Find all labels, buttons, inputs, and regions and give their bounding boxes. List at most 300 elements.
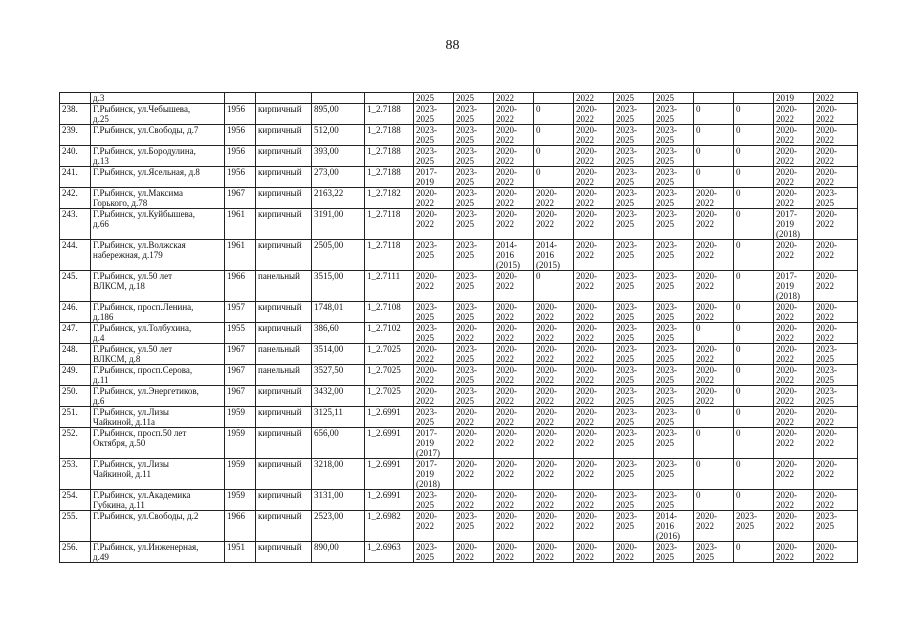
cell-period-5: 2020- 2022: [574, 146, 614, 167]
cell-area: 273,00: [312, 167, 365, 188]
cell-period-1: 2020- 2022: [414, 365, 454, 386]
cell-period-5: 2020- 2022: [574, 459, 614, 490]
cell-period-2: 2023- 2025: [454, 240, 494, 271]
cell-period-3: 2020- 2022: [494, 542, 534, 563]
cell-wall-material: кирпичный: [256, 428, 312, 459]
cell-period-3: 2020- 2022: [494, 407, 534, 428]
cell-cadastral-code: 1_2.7102: [365, 323, 414, 344]
table-body: [60, 93, 858, 563]
cell-period-3: 2020- 2022: [494, 386, 534, 407]
cell-period-11: 2020- 2022: [814, 323, 858, 344]
cell-period-4: 2020- 2022: [534, 302, 574, 323]
cell-period-8: 0: [694, 146, 734, 167]
cell-period-5: 2020- 2022: [574, 428, 614, 459]
cell-period-4: [534, 93, 574, 104]
cell-period-10: 2020- 2022: [774, 511, 814, 542]
cell-period-3: 2020- 2022: [494, 323, 534, 344]
cell-period-9: 0: [734, 167, 774, 188]
cell-period-2: 2023- 2025: [454, 188, 494, 209]
cell-period-3: 2020- 2022: [494, 146, 534, 167]
cell-period-4: 0: [534, 125, 574, 146]
cell-row-number: 243.: [60, 209, 91, 240]
cell-period-6: 2023- 2025: [614, 167, 654, 188]
cell-period-7: 2023- 2025: [654, 209, 694, 240]
cell-period-4: 0: [534, 271, 574, 302]
cell-address: Г.Рыбинск, ул.Свободы, д.2: [91, 511, 225, 542]
cell-period-6: 2023- 2025: [614, 188, 654, 209]
cell-period-9: 0: [734, 323, 774, 344]
cell-cadastral-code: 1_2.7188: [365, 146, 414, 167]
cell-cadastral-code: 1_2.7118: [365, 209, 414, 240]
cell-period-6: 2023- 2025: [614, 407, 654, 428]
cell-cadastral-code: [365, 93, 414, 104]
cell-cadastral-code: 1_2.7188: [365, 104, 414, 125]
cell-wall-material: кирпичный: [256, 386, 312, 407]
cell-cadastral-code: 1_2.7025: [365, 365, 414, 386]
cell-row-number: 251.: [60, 407, 91, 428]
cell-period-8: 2020- 2022: [694, 386, 734, 407]
cell-period-1: 2017- 2019: [414, 167, 454, 188]
cell-period-7: 2023- 2025: [654, 386, 694, 407]
cell-period-10: 2020- 2022: [774, 146, 814, 167]
cell-cadastral-code: 1_2.7111: [365, 271, 414, 302]
cell-address: Г.Рыбинск, ул.Свободы, д.7: [91, 125, 225, 146]
cell-build-year: 1956: [225, 167, 256, 188]
cell-period-11: 2020- 2022: [814, 407, 858, 428]
cell-address: Г.Рыбинск, ул.Лизы Чайкиной, д.11: [91, 459, 225, 490]
cell-period-7: 2023- 2025: [654, 271, 694, 302]
cell-period-5: 2022: [574, 93, 614, 104]
cell-cadastral-code: 1_2.7118: [365, 240, 414, 271]
cell-row-number: 253.: [60, 459, 91, 490]
cell-address: Г.Рыбинск, ул.Толбухина, д.4: [91, 323, 225, 344]
table-row: [60, 302, 858, 323]
cell-period-11: 2023- 2025: [814, 511, 858, 542]
cell-cadastral-code: 1_2.7188: [365, 167, 414, 188]
cell-wall-material: кирпичный: [256, 104, 312, 125]
cell-row-number: 247.: [60, 323, 91, 344]
cell-period-5: 2020- 2022: [574, 209, 614, 240]
cell-period-11: 2020- 2022: [814, 125, 858, 146]
cell-period-7: 2023- 2025: [654, 459, 694, 490]
cell-period-10: 2020- 2022: [774, 542, 814, 563]
cell-period-5: 2020- 2022: [574, 188, 614, 209]
cell-period-3: 2020- 2022: [494, 511, 534, 542]
cell-period-11: 2023- 2025: [814, 188, 858, 209]
table-row: [60, 209, 858, 240]
cell-period-8: 2020- 2022: [694, 240, 734, 271]
cell-period-11: 2020- 2022: [814, 167, 858, 188]
cell-period-9: 0: [734, 428, 774, 459]
cell-period-9: 0: [734, 459, 774, 490]
cell-cadastral-code: 1_2.6991: [365, 428, 414, 459]
cell-area: 2505,00: [312, 240, 365, 271]
cell-period-3: 2020- 2022: [494, 459, 534, 490]
cell-period-10: 2020- 2022: [774, 302, 814, 323]
cell-period-9: 0: [734, 386, 774, 407]
cell-period-8: 2020- 2022: [694, 302, 734, 323]
cell-area: 3131,00: [312, 490, 365, 511]
cell-period-7: 2023- 2025: [654, 490, 694, 511]
cell-period-1: 2020- 2022: [414, 188, 454, 209]
table-row: [60, 459, 858, 490]
cell-cadastral-code: 1_2.6991: [365, 490, 414, 511]
cell-period-4: 2020- 2022: [534, 459, 574, 490]
cell-cadastral-code: 1_2.7025: [365, 386, 414, 407]
cell-period-5: 2020- 2022: [574, 323, 614, 344]
cell-area: 1748,01: [312, 302, 365, 323]
cell-address: Г.Рыбинск, ул.Академика Губкина, д.11: [91, 490, 225, 511]
cell-period-9: 0: [734, 188, 774, 209]
cell-period-5: 2020- 2022: [574, 104, 614, 125]
cell-period-1: 2023- 2025: [414, 302, 454, 323]
cell-cadastral-code: 1_2.7182: [365, 188, 414, 209]
cell-build-year: 1957: [225, 302, 256, 323]
cell-build-year: 1966: [225, 271, 256, 302]
cell-period-6: 2023- 2025: [614, 386, 654, 407]
cell-period-5: 2020- 2022: [574, 490, 614, 511]
cell-area: 3191,00: [312, 209, 365, 240]
cell-wall-material: панельный: [256, 365, 312, 386]
cell-period-8: 2020- 2022: [694, 271, 734, 302]
cell-build-year: 1956: [225, 104, 256, 125]
cell-row-number: 245.: [60, 271, 91, 302]
cell-address: Г.Рыбинск, ул.50 лет ВЛКСМ, д.18: [91, 271, 225, 302]
cell-build-year: 1959: [225, 407, 256, 428]
cell-build-year: [225, 93, 256, 104]
cell-area: 386,60: [312, 323, 365, 344]
cell-period-8: 0: [694, 407, 734, 428]
cell-period-7: 2023- 2025: [654, 167, 694, 188]
cell-period-9: 0: [734, 240, 774, 271]
cell-address: Г.Рыбинск, ул.Максима Горького, д.78: [91, 188, 225, 209]
cell-address: Г.Рыбинск, ул.Лизы Чайкиной, д.11а: [91, 407, 225, 428]
table-row: [60, 93, 858, 104]
cell-period-4: 2020- 2022: [534, 542, 574, 563]
cell-period-11: 2020- 2022: [814, 428, 858, 459]
cell-area: [312, 93, 365, 104]
cell-period-9: 0: [734, 302, 774, 323]
cell-period-10: 2017- 2019 (2018): [774, 209, 814, 240]
cell-period-3: 2014- 2016 (2015): [494, 240, 534, 271]
cell-row-number: 255.: [60, 511, 91, 542]
cell-period-8: 0: [694, 428, 734, 459]
cell-period-7: 2023- 2025: [654, 240, 694, 271]
cell-period-6: 2023- 2025: [614, 459, 654, 490]
cell-period-6: 2023- 2025: [614, 323, 654, 344]
cell-period-5: 2020- 2022: [574, 240, 614, 271]
cell-period-1: 2023- 2025: [414, 125, 454, 146]
cell-period-7: 2023- 2025: [654, 188, 694, 209]
cell-period-2: 2023- 2025: [454, 209, 494, 240]
cell-period-9: 0: [734, 271, 774, 302]
cell-cadastral-code: 1_2.7025: [365, 344, 414, 365]
cell-period-2: 2023- 2025: [454, 302, 494, 323]
cell-period-11: 2020- 2022: [814, 542, 858, 563]
cell-wall-material: кирпичный: [256, 167, 312, 188]
cell-period-2: 2023- 2025: [454, 104, 494, 125]
cell-period-10: 2020- 2022: [774, 386, 814, 407]
housing-registry-table: [59, 92, 858, 563]
cell-period-5: 2020- 2022: [574, 167, 614, 188]
cell-period-9: 0: [734, 407, 774, 428]
cell-period-7: 2023- 2025: [654, 146, 694, 167]
cell-period-5: 2020- 2022: [574, 365, 614, 386]
cell-wall-material: кирпичный: [256, 188, 312, 209]
cell-address: Г.Рыбинск, ул.Волжская набережная, д.179: [91, 240, 225, 271]
cell-period-8: 2023- 2025: [694, 542, 734, 563]
table-row: [60, 407, 858, 428]
cell-period-10: 2020- 2022: [774, 240, 814, 271]
cell-period-6: 2023- 2025: [614, 240, 654, 271]
cell-row-number: 248.: [60, 344, 91, 365]
cell-period-9: 0: [734, 125, 774, 146]
cell-area: 895,00: [312, 104, 365, 125]
cell-period-10: 2020- 2022: [774, 344, 814, 365]
cell-wall-material: кирпичный: [256, 302, 312, 323]
cell-period-1: 2023- 2025: [414, 146, 454, 167]
cell-period-3: 2020- 2022: [494, 344, 534, 365]
cell-period-1: 2020- 2022: [414, 511, 454, 542]
cell-wall-material: кирпичный: [256, 511, 312, 542]
cell-period-8: 2020- 2022: [694, 344, 734, 365]
cell-wall-material: панельный: [256, 344, 312, 365]
cell-period-6: 2023- 2025: [614, 511, 654, 542]
cell-row-number: 244.: [60, 240, 91, 271]
cell-period-3: 2020- 2022: [494, 104, 534, 125]
cell-period-7: 2023- 2025: [654, 344, 694, 365]
cell-period-2: 2020- 2022: [454, 490, 494, 511]
cell-period-6: 2023- 2025: [614, 271, 654, 302]
cell-period-1: 2017- 2019 (2017): [414, 428, 454, 459]
cell-area: 2523,00: [312, 511, 365, 542]
cell-period-11: 2020- 2022: [814, 302, 858, 323]
cell-period-5: 2020- 2022: [574, 125, 614, 146]
cell-period-5: 2020- 2022: [574, 542, 614, 563]
cell-period-7: 2023- 2025: [654, 302, 694, 323]
cell-period-3: 2020- 2022: [494, 271, 534, 302]
cell-area: 3515,00: [312, 271, 365, 302]
cell-period-7: 2023- 2025: [654, 125, 694, 146]
cell-period-6: 2023- 2025: [614, 146, 654, 167]
cell-period-7: 2023- 2025: [654, 428, 694, 459]
cell-period-10: 2020- 2022: [774, 407, 814, 428]
cell-period-8: 2020- 2022: [694, 365, 734, 386]
cell-period-1: 2023- 2025: [414, 542, 454, 563]
cell-period-6: 2023- 2025: [614, 104, 654, 125]
cell-period-7: 2025: [654, 93, 694, 104]
cell-period-3: 2020- 2022: [494, 125, 534, 146]
cell-period-3: 2020- 2022: [494, 209, 534, 240]
cell-wall-material: кирпичный: [256, 323, 312, 344]
cell-wall-material: кирпичный: [256, 459, 312, 490]
cell-period-2: 2023- 2025: [454, 386, 494, 407]
cell-period-11: 2020- 2022: [814, 490, 858, 511]
cell-area: 656,00: [312, 428, 365, 459]
cell-address: Г.Рыбинск, ул.50 лет ВЛКСМ, д.8: [91, 344, 225, 365]
cell-period-7: 2023- 2025: [654, 323, 694, 344]
cell-address: Г.Рыбинск, просп.Ленина, д.186: [91, 302, 225, 323]
cell-row-number: 246.: [60, 302, 91, 323]
cell-area: 3125,11: [312, 407, 365, 428]
cell-build-year: 1959: [225, 428, 256, 459]
cell-wall-material: кирпичный: [256, 146, 312, 167]
cell-period-10: 2020- 2022: [774, 365, 814, 386]
cell-period-2: 2020- 2022: [454, 407, 494, 428]
cell-period-11: 2020- 2022: [814, 271, 858, 302]
cell-period-10: 2020- 2022: [774, 125, 814, 146]
cell-period-11: 2023- 2025: [814, 344, 858, 365]
table-row: [60, 365, 858, 386]
cell-period-3: 2020- 2022: [494, 188, 534, 209]
cell-row-number: 250.: [60, 386, 91, 407]
cell-wall-material: кирпичный: [256, 407, 312, 428]
cell-address: Г.Рыбинск, ул.Инженерная, д.49: [91, 542, 225, 563]
cell-address: Г.Рыбинск, ул.Ясельная, д.8: [91, 167, 225, 188]
cell-period-4: 0: [534, 167, 574, 188]
cell-period-4: 2020- 2022: [534, 428, 574, 459]
cell-build-year: 1955: [225, 323, 256, 344]
cell-period-1: 2020- 2022: [414, 344, 454, 365]
cell-address: Г.Рыбинск, просп.Серова, д.11: [91, 365, 225, 386]
cell-period-5: 2020- 2022: [574, 386, 614, 407]
cell-build-year: 1961: [225, 240, 256, 271]
cell-build-year: 1966: [225, 511, 256, 542]
cell-period-11: 2020- 2022: [814, 459, 858, 490]
cell-period-8: 0: [694, 490, 734, 511]
cell-period-3: 2020- 2022: [494, 302, 534, 323]
cell-wall-material: кирпичный: [256, 490, 312, 511]
cell-cadastral-code: 1_2.6982: [365, 511, 414, 542]
cell-period-4: 2020- 2022: [534, 209, 574, 240]
table-row: [60, 104, 858, 125]
cell-period-6: 2023- 2025: [614, 125, 654, 146]
cell-period-2: 2023- 2025: [454, 344, 494, 365]
cell-period-4: 2020- 2022: [534, 344, 574, 365]
cell-row-number: 249.: [60, 365, 91, 386]
table-row: [60, 344, 858, 365]
cell-period-6: 2020- 2022: [614, 542, 654, 563]
cell-period-8: 2020- 2022: [694, 209, 734, 240]
cell-period-10: 2020- 2022: [774, 323, 814, 344]
cell-period-2: 2020- 2022: [454, 542, 494, 563]
cell-period-3: 2020- 2022: [494, 428, 534, 459]
cell-period-1: 2020- 2022: [414, 271, 454, 302]
cell-period-4: 2020- 2022: [534, 323, 574, 344]
cell-wall-material: кирпичный: [256, 125, 312, 146]
cell-period-6: 2023- 2025: [614, 428, 654, 459]
cell-period-7: 2023- 2025: [654, 104, 694, 125]
cell-period-10: 2020- 2022: [774, 167, 814, 188]
cell-period-9: 0: [734, 490, 774, 511]
cell-period-10: 2020- 2022: [774, 188, 814, 209]
cell-period-7: 2014- 2016 (2016): [654, 511, 694, 542]
cell-period-3: 2020- 2022: [494, 490, 534, 511]
cell-build-year: 1967: [225, 344, 256, 365]
cell-period-8: 2020- 2022: [694, 511, 734, 542]
cell-wall-material: панельный: [256, 271, 312, 302]
table-row: [60, 511, 858, 542]
cell-period-11: 2022: [814, 93, 858, 104]
cell-period-6: 2023- 2025: [614, 344, 654, 365]
cell-period-5: 2020- 2022: [574, 271, 614, 302]
cell-period-1: 2020- 2022: [414, 386, 454, 407]
cell-period-9: 0: [734, 146, 774, 167]
table-row: [60, 271, 858, 302]
cell-period-10: 2020- 2022: [774, 459, 814, 490]
cell-period-11: 2020- 2022: [814, 104, 858, 125]
cell-period-1: 2023- 2025: [414, 104, 454, 125]
cell-row-number: 238.: [60, 104, 91, 125]
cell-period-9: 0: [734, 542, 774, 563]
cell-address: Г.Рыбинск, ул.Бородулина, д.13: [91, 146, 225, 167]
cell-area: 3218,00: [312, 459, 365, 490]
cell-wall-material: кирпичный: [256, 209, 312, 240]
cell-period-11: 2020- 2022: [814, 146, 858, 167]
cell-period-11: 2020- 2022: [814, 209, 858, 240]
cell-cadastral-code: 1_2.6963: [365, 542, 414, 563]
cell-period-7: 2023- 2025: [654, 542, 694, 563]
cell-build-year: 1967: [225, 188, 256, 209]
cell-row-number: 252.: [60, 428, 91, 459]
cell-period-8: 0: [694, 323, 734, 344]
cell-period-8: 0: [694, 125, 734, 146]
cell-period-9: [734, 93, 774, 104]
cell-cadastral-code: 1_2.6991: [365, 407, 414, 428]
cell-build-year: 1956: [225, 125, 256, 146]
cell-row-number: 256.: [60, 542, 91, 563]
table-row: [60, 428, 858, 459]
cell-period-1: 2023- 2025: [414, 240, 454, 271]
cell-build-year: 1959: [225, 490, 256, 511]
cell-area: 512,00: [312, 125, 365, 146]
cell-period-10: 2017- 2019 (2018): [774, 271, 814, 302]
cell-period-7: 2023- 2025: [654, 365, 694, 386]
cell-period-10: 2020- 2022: [774, 428, 814, 459]
cell-row-number: [60, 93, 91, 104]
cell-period-2: 2025: [454, 93, 494, 104]
cell-period-7: 2023- 2025: [654, 407, 694, 428]
cell-period-4: 2020- 2022: [534, 490, 574, 511]
cell-period-4: 2014- 2016 (2015): [534, 240, 574, 271]
table-row: [60, 490, 858, 511]
cell-period-2: 2020- 2022: [454, 428, 494, 459]
cell-build-year: 1967: [225, 365, 256, 386]
cell-period-10: 2020- 2022: [774, 490, 814, 511]
cell-period-1: 2023- 2025: [414, 407, 454, 428]
cell-area: 3432,00: [312, 386, 365, 407]
cell-address: Г.Рыбинск, просп.50 лет Октября, д.50: [91, 428, 225, 459]
cell-period-2: 2023- 2025: [454, 365, 494, 386]
cell-build-year: 1951: [225, 542, 256, 563]
cell-period-6: 2023- 2025: [614, 365, 654, 386]
cell-period-2: 2023- 2025: [454, 271, 494, 302]
cell-period-11: 2023- 2025: [814, 365, 858, 386]
cell-wall-material: кирпичный: [256, 542, 312, 563]
cell-build-year: 1967: [225, 386, 256, 407]
cell-period-2: 2023- 2025: [454, 125, 494, 146]
cell-period-10: 2020- 2022: [774, 104, 814, 125]
cell-period-4: 2020- 2022: [534, 365, 574, 386]
cell-area: 890,00: [312, 542, 365, 563]
cell-period-8: 2020- 2022: [694, 188, 734, 209]
cell-row-number: 242.: [60, 188, 91, 209]
cell-wall-material: кирпичный: [256, 240, 312, 271]
cell-period-8: 0: [694, 104, 734, 125]
cell-period-4: 2020- 2022: [534, 511, 574, 542]
cell-period-9: 0: [734, 344, 774, 365]
cell-row-number: 241.: [60, 167, 91, 188]
